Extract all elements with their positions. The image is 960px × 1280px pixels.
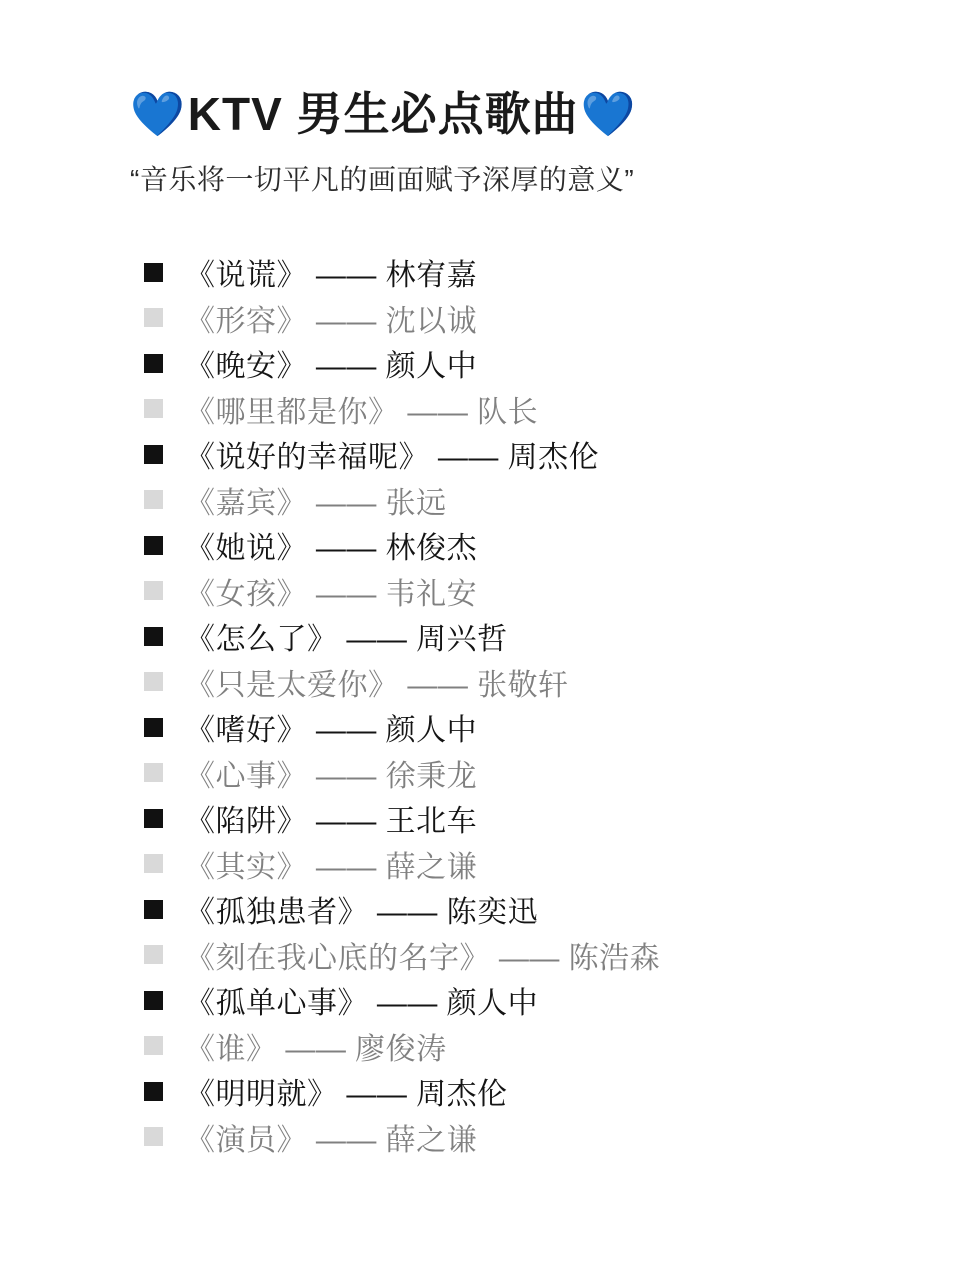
- song-entry-text: 《谁》 —— 廖俊涛: [185, 1032, 447, 1066]
- song-entry-text: 《女孩》 —— 韦礼安: [185, 577, 478, 611]
- song-entry-text: 《其实》 —— 薛之谦: [185, 850, 478, 884]
- square-bullet-icon: [144, 490, 163, 509]
- list-item: [130, 477, 900, 523]
- square-bullet-icon: [144, 854, 163, 873]
- list-item: [130, 1023, 900, 1069]
- square-bullet-icon: [144, 763, 163, 782]
- page-subtitle: “音乐将一切平凡的画面赋予深厚的意义”: [130, 163, 635, 195]
- song-entry-text: 《陷阱》 —— 王北车: [185, 805, 478, 839]
- song-entry-text: 《刻在我心底的名字》 —— 陈浩森: [185, 941, 661, 975]
- square-bullet-icon: [144, 536, 163, 555]
- song-entry-text: 《只是太爱你》 —— 张敬轩: [185, 668, 569, 702]
- square-bullet-icon: [144, 581, 163, 600]
- page-title: [130, 86, 900, 144]
- list-item: [130, 750, 900, 796]
- song-entry-text: 《哪里都是你》 —— 队长: [185, 395, 539, 429]
- song-entry-text: 《说谎》 —— 林宥嘉: [185, 259, 478, 293]
- square-bullet-icon: [144, 627, 163, 646]
- list-item: [130, 796, 900, 842]
- list-item: [130, 978, 900, 1024]
- song-list: [130, 250, 900, 1160]
- list-item: [130, 1069, 900, 1115]
- song-entry-text: 《孤单心事》 —— 颜人中: [185, 987, 539, 1021]
- list-item: [130, 614, 900, 660]
- list-item: [130, 705, 900, 751]
- square-bullet-icon: [144, 399, 163, 418]
- square-bullet-icon: [144, 718, 163, 737]
- list-item: [130, 523, 900, 569]
- square-bullet-icon: [144, 263, 163, 282]
- song-entry-text: 《嘉宾》 —— 张远: [185, 486, 447, 520]
- square-bullet-icon: [144, 809, 163, 828]
- list-item: [130, 295, 900, 341]
- square-bullet-icon: [144, 1127, 163, 1146]
- square-bullet-icon: [144, 1082, 163, 1101]
- square-bullet-icon: [144, 354, 163, 373]
- list-item: [130, 659, 900, 705]
- square-bullet-icon: [144, 1036, 163, 1055]
- list-item: [130, 432, 900, 478]
- song-entry-text: 《形容》 —— 沈以诚: [185, 304, 478, 338]
- song-entry-text: 《演员》 —— 薛之谦: [185, 1123, 478, 1157]
- list-item: [130, 568, 900, 614]
- song-entry-text: 《怎么了》 —— 周兴哲: [185, 623, 508, 657]
- square-bullet-icon: [144, 991, 163, 1010]
- list-item: [130, 887, 900, 933]
- list-item: [130, 841, 900, 887]
- page-title-text: KTV 男生必点歌曲: [187, 88, 579, 140]
- square-bullet-icon: [144, 308, 163, 327]
- song-entry-text: 《心事》 —— 徐秉龙: [185, 759, 478, 793]
- square-bullet-icon: [144, 445, 163, 464]
- square-bullet-icon: [144, 945, 163, 964]
- list-item: [130, 341, 900, 387]
- song-entry-text: 《晚安》 —— 颜人中: [185, 350, 478, 384]
- song-entry-text: 《说好的幸福呢》 —— 周杰伦: [185, 441, 600, 475]
- blue-heart-icon-right: 💙: [580, 89, 637, 139]
- song-entry-text: 《她说》 —— 林俊杰: [185, 532, 478, 566]
- song-entry-text: 《嗜好》 —— 颜人中: [185, 714, 478, 748]
- list-item: [130, 1114, 900, 1160]
- square-bullet-icon: [144, 672, 163, 691]
- list-item: [130, 250, 900, 296]
- list-item: [130, 386, 900, 432]
- list-item: [130, 932, 900, 978]
- song-entry-text: 《明明就》 —— 周杰伦: [185, 1078, 508, 1112]
- blue-heart-icon-left: 💙: [130, 89, 186, 139]
- song-entry-text: 《孤独患者》 —— 陈奕迅: [185, 896, 539, 930]
- square-bullet-icon: [144, 900, 163, 919]
